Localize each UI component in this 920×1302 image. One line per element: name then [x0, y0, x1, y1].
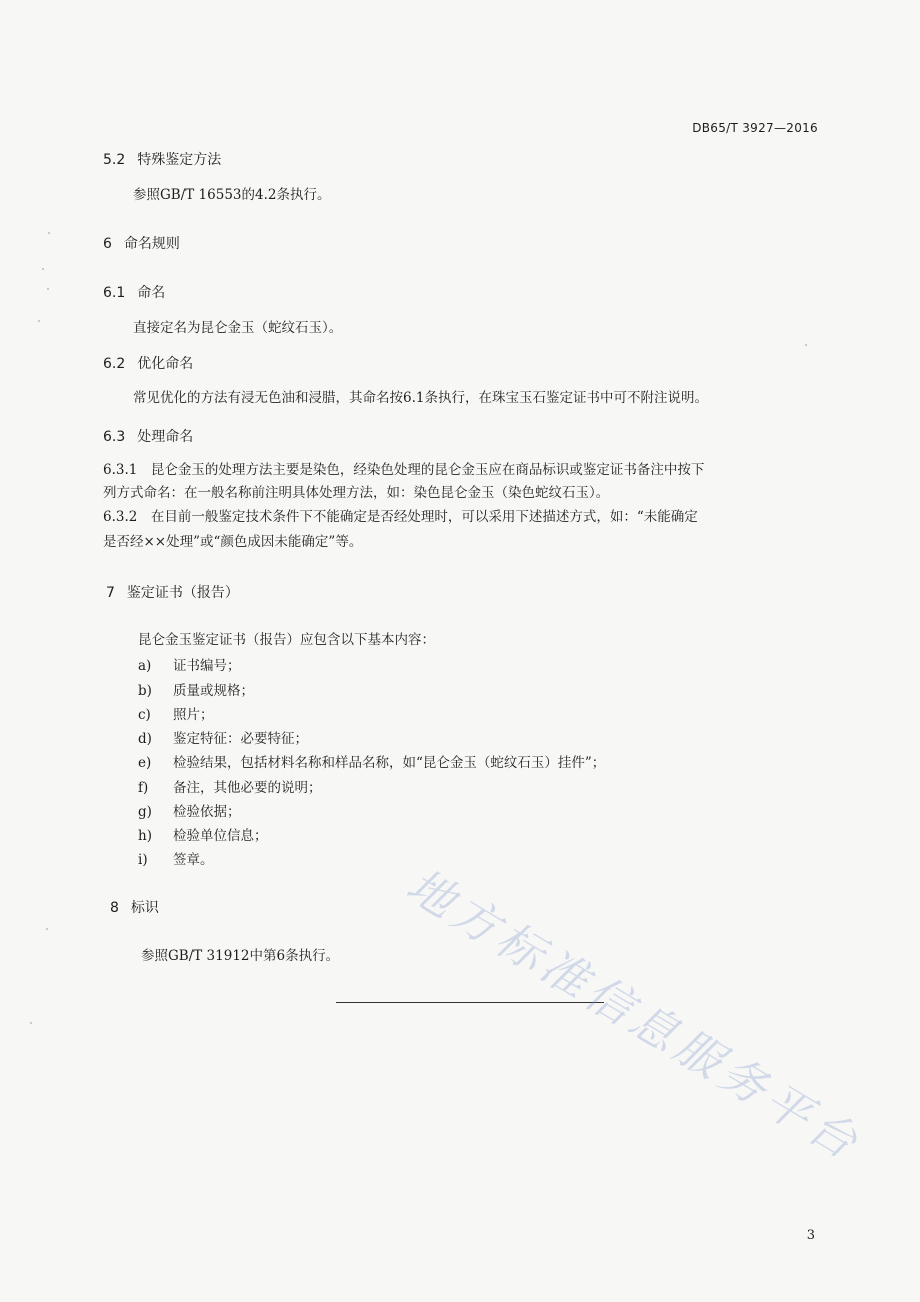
heading-number: 6.1 [103, 285, 126, 301]
heading-6 [103, 233, 180, 253]
heading-8 [110, 897, 159, 917]
list-item: e) 检验结果，包括材料名称和样品名称，如“昆仑金玉（蛇纹石玉）挂件”； [138, 755, 606, 771]
list-item: g) 检验依据； [138, 804, 241, 820]
list-item: h) 检验单位信息； [138, 828, 268, 844]
paragraph-6-1: 直接定名为昆仑金玉（蛇纹石玉）。 [133, 320, 343, 336]
heading-title: 命名 [137, 285, 166, 301]
paragraph-6-2: 常见优化的方法有浸无色油和浸腊，其命名按6.1条执行，在珠宝玉石鉴定证书中可不附注说明。 [133, 390, 708, 406]
heading-number: 8 [110, 900, 119, 916]
paragraph-7-intro: 昆仑金玉鉴定证书（报告）应包含以下基本内容： [138, 632, 435, 648]
heading-title: 优化命名 [137, 356, 194, 372]
list-item: d) 鉴定特征：必要特征； [138, 731, 308, 747]
paragraph-6-3-2-line2: 是否经××处理”或“颜色成因未能确定”等。 [103, 534, 363, 550]
scan-speck [805, 344, 807, 346]
list-item: c) 照片； [138, 707, 214, 723]
scan-speck [30, 1022, 32, 1024]
heading-number: 6 [103, 236, 112, 252]
heading-number: 5.2 [103, 152, 126, 168]
heading-6-3 [103, 426, 193, 446]
page-number: 3 [806, 1228, 815, 1243]
heading-title: 特殊鉴定方法 [137, 152, 222, 168]
watermark: 地方标准信息服务平台 [397, 857, 872, 1172]
paragraph-6-3-2-line1: 6.3.2 在目前一般鉴定技术条件下不能确定是否经处理时，可以采用下述描述方式，如：“未能确定 [103, 509, 698, 525]
scan-speck [48, 232, 50, 234]
heading-title: 命名规则 [123, 236, 180, 252]
list-item: b) 质量或规格； [138, 683, 254, 699]
heading-title: 处理命名 [137, 429, 194, 445]
standard-code: DB65/T 3927—2016 [692, 121, 818, 135]
heading-7 [106, 582, 239, 602]
heading-title: 鉴定证书（报告） [126, 585, 239, 601]
scan-speck [46, 928, 48, 930]
list-item: f) 备注，其他必要的说明； [138, 780, 322, 796]
heading-6-2 [103, 353, 193, 373]
scan-speck [47, 288, 49, 290]
heading-5-2 [103, 149, 221, 169]
list-item: a) 证书编号； [138, 658, 241, 674]
scan-speck [38, 320, 40, 322]
heading-number: 6.3 [103, 429, 126, 445]
scan-speck [42, 268, 44, 270]
list-item: i) 签章。 [138, 852, 214, 868]
heading-number: 7 [106, 585, 115, 601]
heading-number: 6.2 [103, 356, 126, 372]
paragraph-5-2: 参照GB/T 16553的4.2条执行。 [133, 187, 331, 203]
paragraph-6-3-1-line2: 列方式命名：在一般名称前注明具体处理方法，如：染色昆仑金玉（染色蛇纹石玉）。 [103, 485, 610, 501]
heading-title: 标识 [130, 900, 159, 916]
paragraph-6-3-1-line1: 6.3.1 昆仑金玉的处理方法主要是染色，经染色处理的昆仑金玉应在商品标识或鉴定证书备注中按下 [103, 462, 705, 478]
paragraph-8: 参照GB/T 31912中第6条执行。 [141, 948, 340, 964]
heading-6-1 [103, 282, 165, 302]
